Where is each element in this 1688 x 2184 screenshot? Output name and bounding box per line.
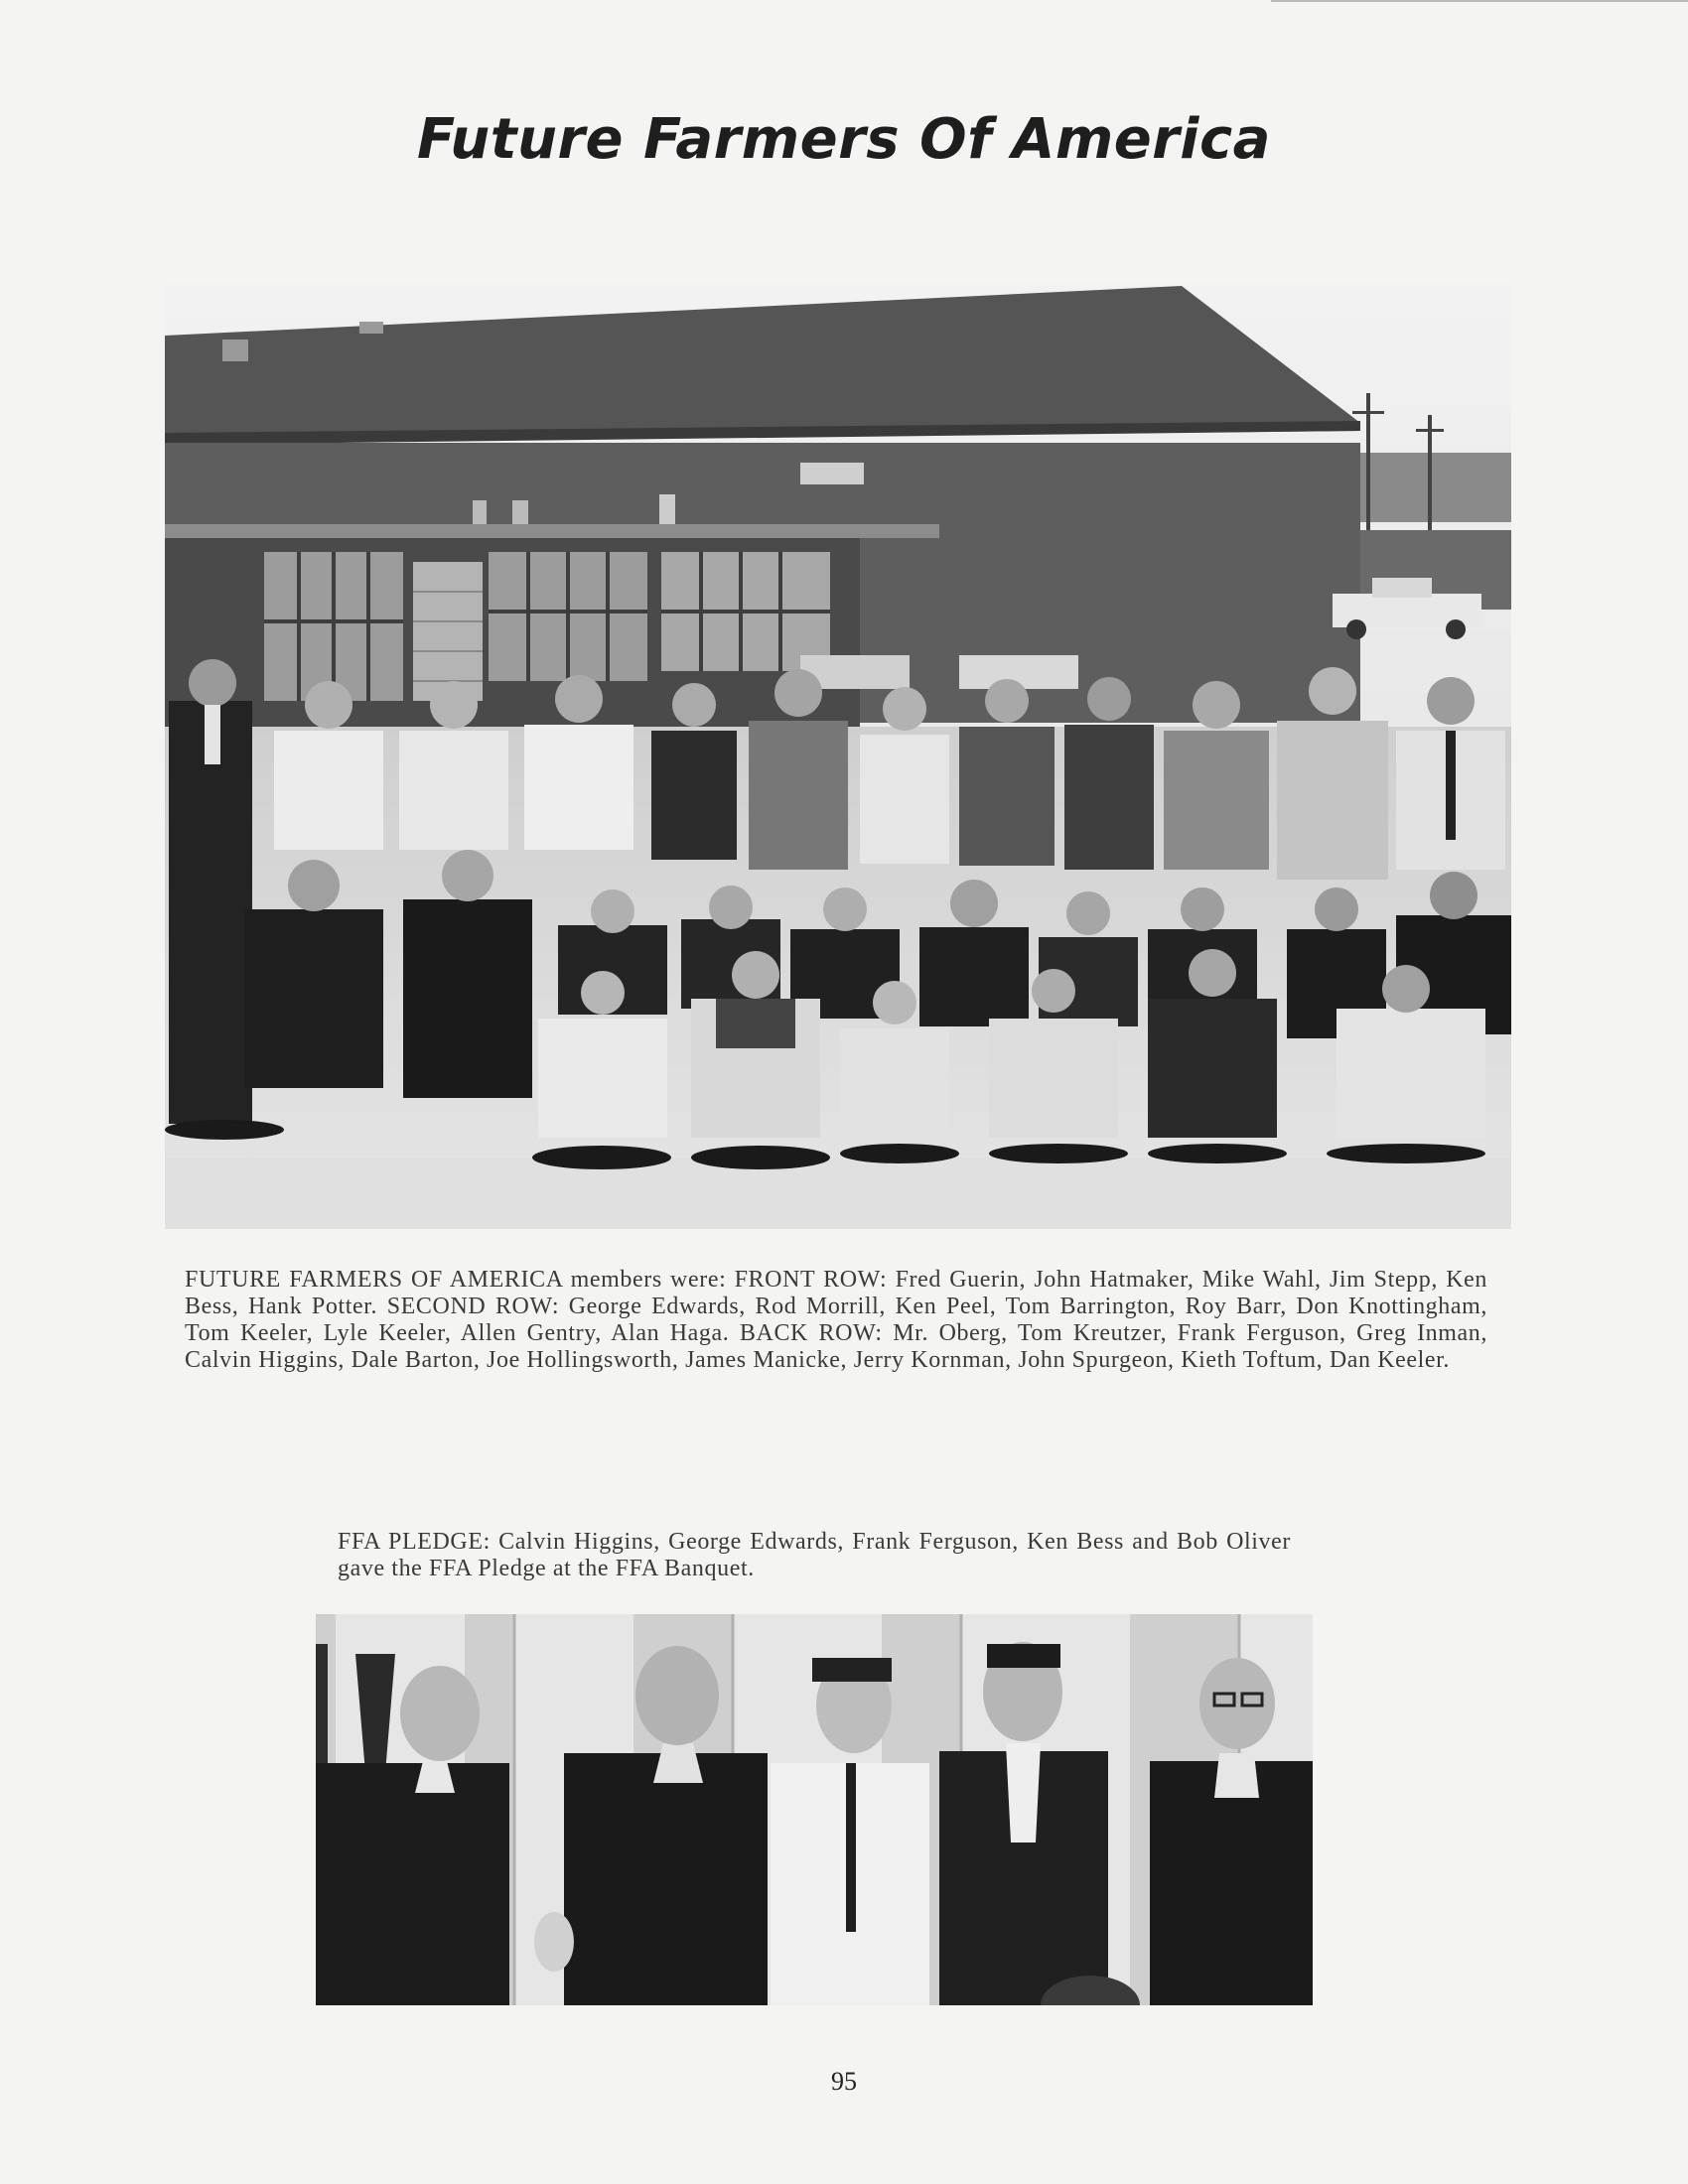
group-photo-image xyxy=(165,284,1511,1229)
group-photo-caption: FUTURE FARMERS OF AMERICA members were: FRONT ROW: Fred Guerin, John Hatmaker, Mike Wahl, Jim Stepp, Ken Bess, Hank Potter. SECOND ROW: George Edwards, Rod Morrill, Ken Peel, Tom Barrington, Roy Barr, Don Knottingham, Tom Keeler, Lyle Keeler, Allen Gentry, Alan Haga. BACK ROW: Mr. Oberg, Tom Kreutzer, Frank Ferguson, Greg Inman, Calvin Higgins, Dale Barton, Joe Hollingsworth, James Manicke, Jerry Kornman, John Spurgeon, Kieth Toftum, Dan Keeler. xyxy=(185,1267,1487,1373)
pledge-photo-caption: FFA PLEDGE: Calvin Higgins, George Edwards, Frank Ferguson, Ken Bess and Bob Oliver gave the FFA Pledge at the FFA Banquet. xyxy=(338,1529,1291,1581)
page-number: 95 xyxy=(831,2067,857,2096)
pledge-photo-image xyxy=(316,1614,1313,2005)
group-photo xyxy=(165,284,1511,1229)
pledge-photo xyxy=(316,1614,1313,2005)
top-edge-rule xyxy=(1271,0,1688,2)
page-title: Future Farmers Of America xyxy=(417,107,1271,172)
